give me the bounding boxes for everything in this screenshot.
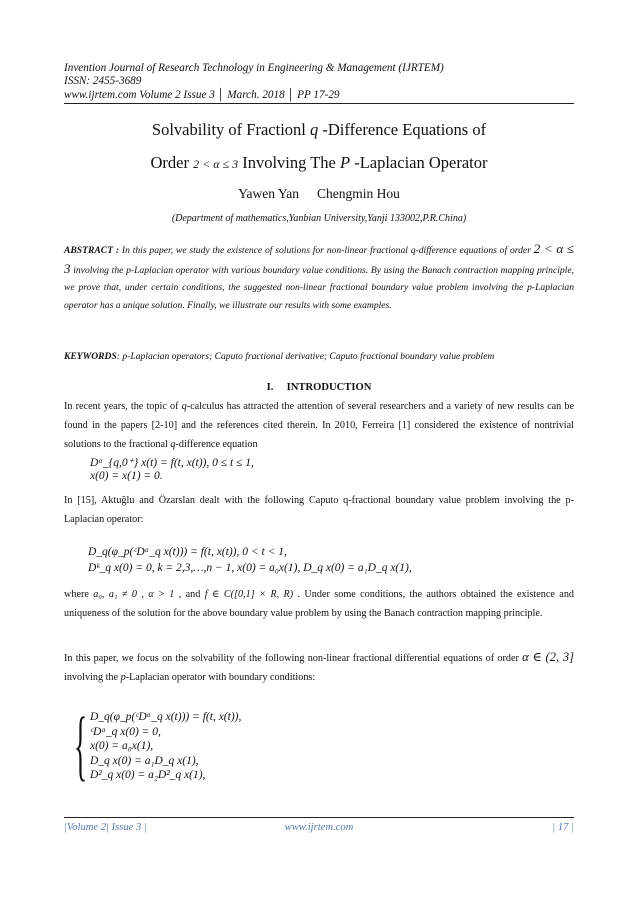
para-p: p	[120, 671, 126, 683]
author-name: Yawen Yan	[238, 186, 300, 201]
journal-header	[64, 62, 444, 102]
section-title: INTRODUCTION	[286, 382, 372, 393]
equation-3-line: D²_q x(0) = a₂D²_q x(1),	[90, 769, 206, 781]
para-math: a₀, a₁ ≠ 0	[93, 589, 137, 600]
section-heading	[64, 382, 574, 393]
equation-1-line-1: Dᵅ_{q,0⁺} x(t) = f(t, x(t)), 0 ≤ t ≤ 1,	[90, 457, 254, 469]
title-text: Order	[150, 153, 194, 172]
equation-2-line-2: Dᵏ_q x(0) = 0, k = 2,3,…,n − 1, x(0) = a₀x(1), D_q x(0) = a₁D_q x(1),	[88, 562, 412, 574]
title-p: P	[339, 153, 351, 172]
author-name: Chengmin Hou	[317, 186, 400, 201]
equation-3-line: D_q(φ_p(ᶜDᵅ_q x(t))) = f(t, x(t)),	[90, 711, 242, 723]
title-q: q	[310, 120, 319, 139]
para-math: α ∈ (2, 3]	[522, 650, 574, 664]
equation-1-line-2: x(0) = x(1) = 0.	[90, 470, 163, 482]
intro-paragraph-1	[64, 398, 574, 454]
authors	[64, 186, 574, 202]
title-text: -Laplacian Operator	[350, 153, 488, 172]
para-math: f ∈ C([0,1] × R, R)	[204, 589, 294, 600]
para-text: -calculus has attracted the attention of several researchers and a variety of new results can be found in the papers [2-10] and the references cited therein. In 2010, Ferreira [1] considered the existence of nontrivial solutions to the fractional	[64, 401, 574, 450]
equation-3-line: x(0) = a₀x(1),	[90, 740, 154, 752]
para-text: involving the	[64, 671, 121, 683]
intro-paragraph-2: In [15], Aktuğlu and Özarslan dealt with the following Caputo q-fractional boundary value problem involving the p-Laplacian operator:	[64, 495, 574, 525]
abstract-text: involving the p-Laplacian operator with various boundary value conditions. By using the Banach contraction mapping principle, we prove that, under certain conditions, the suggested non-linear fractional boundary value problem involving the p-Laplacian operator has a unique solution. Finally, we illustrate our results with some examples.	[64, 264, 574, 311]
equation-2-line-1: D_q(φ_p(ᶜDᵅ_q x(t))) = f(t, x(t)), 0 < t < 1,	[88, 546, 287, 558]
title-order-condition: 2 < α ≤ 3	[193, 157, 239, 171]
para-math: α > 1	[148, 589, 175, 600]
abstract	[64, 240, 574, 314]
para-text: In this paper, we focus on the solvability of the following non-linear fractional differential equations of order	[64, 653, 523, 664]
para-text: -difference equation	[175, 438, 258, 450]
para-text: ,	[136, 589, 149, 600]
footer-website-link[interactable]: www.ijrtem.com	[284, 822, 354, 833]
abstract-text: In this paper, we study the existence of solutions for non-linear fractional q-difference equations of order	[119, 245, 534, 256]
para-text: -Laplacian operator with boundary conditions:	[125, 671, 316, 683]
footer-rule	[64, 817, 574, 818]
section-number: I.	[266, 382, 274, 393]
header-rule	[64, 103, 574, 104]
keywords-text: : p-Laplacian operators; Caputo fractional derivative; Caputo fractional boundary value problem	[116, 351, 495, 362]
footer-volume: |Volume 2| Issue 3 |	[64, 822, 147, 833]
para-q: q	[181, 401, 187, 412]
paper-title-line-2	[64, 153, 574, 173]
keywords	[64, 348, 574, 366]
title-text: Involving The	[238, 153, 340, 172]
para-text: In recent years, the topic of	[64, 401, 182, 412]
equation-3-system	[90, 710, 241, 783]
intro-paragraph-4	[64, 648, 574, 688]
abstract-label: ABSTRACT :	[64, 245, 120, 256]
para-text: , and	[174, 589, 205, 600]
keywords-label: KEYWORDS	[64, 351, 117, 362]
para-text: . Under some conditions, the authors obtained the existence and uniqueness of the solution for the above boundary value problem by using the Banach contraction mapping principle.	[64, 589, 575, 619]
journal-issue: www.ijrtem.com Volume 2 Issue 3 │ March. 2018 │ PP 17-29	[64, 88, 340, 101]
paper-title-line-1	[64, 120, 574, 140]
title-text: -Difference Equations of	[318, 120, 487, 139]
intro-paragraph-3	[64, 586, 574, 624]
equation-3-line: D_q x(0) = a₁D_q x(1),	[90, 754, 199, 767]
title-text: Solvability of Fractionl	[151, 120, 311, 139]
para-text: where	[64, 589, 94, 600]
footer-page-number: | 17 |	[552, 822, 574, 833]
journal-name: Invention Journal of Research Technology in Engineering & Management (IJRTEM)	[64, 62, 444, 74]
affiliation: (Department of mathematics,Yanbian University,Yanji 133002,P.R.China)	[171, 213, 467, 224]
equation-3-line: ᶜDᵅ_q x(0) = 0,	[90, 725, 161, 738]
para-q: q	[170, 438, 176, 450]
abstract-order-condition: 2 < α ≤ 3	[64, 241, 574, 276]
system-brace: {	[74, 701, 88, 788]
journal-issn: ISSN: 2455-3689	[64, 75, 142, 88]
